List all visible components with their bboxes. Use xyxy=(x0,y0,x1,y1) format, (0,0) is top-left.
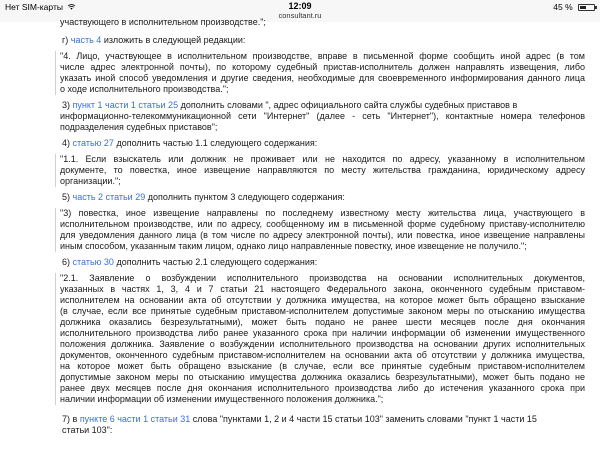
link-part-4[interactable]: часть 4 xyxy=(70,35,102,45)
quote-text-line: исполнительного производства либо ранее указанного срока при наличии информации об изменении имущественного xyxy=(60,328,585,338)
amendment-3 xyxy=(62,100,587,111)
document-body[interactable] xyxy=(0,18,600,450)
quote-text-line: ранее двух месяцев после дня окончания исполнительного производства либо до истечения указанного срока при xyxy=(60,383,585,393)
quote-bar xyxy=(55,154,56,187)
quote-text-line: документов, оконченного судебным приставом-исполнителем на основании акта об отсутствии у должника имущества, xyxy=(60,350,585,360)
quote-bar xyxy=(55,208,56,252)
quote-text-line: положения должника. Заявление о возбуждении исполнительного производства на основании других исполнительных xyxy=(60,339,585,349)
amendment-g xyxy=(62,35,587,46)
quote-text-line: наличии информации об изменении имущественного положения должника."; xyxy=(60,394,384,404)
link-article-27[interactable]: статью 27 xyxy=(72,138,114,148)
quote-text-line: для уведомления данного лица (в том числе по адресу электронной почты), или повестка, иное извещение направлены xyxy=(60,230,585,240)
amendment-4 xyxy=(62,138,587,149)
carrier-label: Нет SIM-карты xyxy=(5,2,63,12)
link-article-30[interactable]: статью 30 xyxy=(72,257,114,267)
quote-text-line: на которое может быть обращено взыскание (в случае, если все принятые судебным приставом-исполнителем xyxy=(60,361,585,371)
amendment-6-text: дополнить частью 2.1 следующего содержания: xyxy=(116,257,318,267)
quote-text-line: указать иной способ уведомления и другие сведения, необходимые для своевременного информирования данного лица xyxy=(60,73,585,83)
amendment-5 xyxy=(62,192,587,203)
quote-text-line: допустимые законом меры по отысканию имущества должника оказались безрезультатными), может быть подано не xyxy=(60,372,585,382)
amendment-g-text: изложить в следующей редакции: xyxy=(103,35,246,45)
quote-text-line: "2.1. Заявление о возбуждении исполнительного производства на основании исполнительных документов, xyxy=(60,273,585,283)
clock: 12:09 xyxy=(288,1,312,11)
quote-text-line: исполнительном производстве, или по адресу, сообщенному им в письменной форме судебному приставу-исполнителю xyxy=(60,219,585,229)
quote-text-line: (в случае, если все принятые судебным приставом-исполнителем допустимые законом меры по отысканию имущества xyxy=(60,306,585,316)
amendment-7-prefix: 7) в xyxy=(62,414,78,424)
link-article-31[interactable]: пункте 6 части 1 статьи 31 xyxy=(79,414,191,424)
site-domain[interactable]: consultant.ru xyxy=(278,11,322,20)
text-line: информационно-телекоммуникационной сети "Интернет" (далее - сеть "Интернет"), контактные номера телефонов xyxy=(60,111,585,121)
battery-indicator xyxy=(553,2,595,12)
quote-text-line: "4. Лицо, участвующее в исполнительном производстве, вправе в письменной форме сообщить иной адрес (в том xyxy=(60,51,585,61)
link-article-25[interactable]: пункт 1 части 1 статьи 25 xyxy=(72,100,179,110)
quote-text-line: документе, то повестка, иное извещение направляются по месту жительства гражданина, юридическому адресу xyxy=(60,165,585,175)
quote-text-line: "3) повестка, иное извещение направлены по последнему известному месту жительства лица, участвующего в xyxy=(60,208,585,218)
amendment-6-prefix: 6) xyxy=(62,257,71,267)
quote-text-line: должника оказались безрезультатными), может быть подано не ранее шести месяцев после дня окончания xyxy=(60,317,585,327)
battery-icon xyxy=(578,4,595,11)
amendment-5-text: дополнить пунктом 3 следующего содержания: xyxy=(147,192,345,202)
amendment-g-prefix: г) xyxy=(62,35,69,45)
amendment-3-text: дополнить словами ", адрес официального сайта службы судебных приставов в xyxy=(180,100,518,110)
link-article-29[interactable]: часть 2 статьи 29 xyxy=(72,192,146,202)
quote-text-line: организации."; xyxy=(60,176,121,186)
amendment-3-prefix: 3) xyxy=(62,100,71,110)
amendment-6 xyxy=(62,257,587,268)
battery-percent: 45 % xyxy=(553,2,573,12)
quote-text-line: числе адрес электронной почты), по которому судебный пристав-исполнитель должен направлять извещения, либо xyxy=(60,62,585,72)
quote-bar xyxy=(55,273,56,405)
quote-text-line: о ходе исполнительного производства."; xyxy=(60,84,229,94)
amendment-4-prefix: 4) xyxy=(62,138,71,148)
amendment-7 xyxy=(62,414,587,436)
text-line: участвующего в исполнительном производстве."; xyxy=(60,18,266,27)
quote-bar xyxy=(55,51,56,95)
amendment-7-text-2: статьи 103": xyxy=(62,425,113,435)
quote-text-line: исполнителем на основании акта об отсутствии у должника имущества, на которое может быть обращено взыскание xyxy=(60,295,585,305)
quote-text-line: указанных в частях 1, 3, 4 и 7 статьи 21 настоящего Федерального закона, оконченного судебным приставом- xyxy=(60,284,585,294)
amendment-4-text: дополнить частью 1.1 следующего содержания: xyxy=(116,138,318,148)
quote-text-line: иным способом, указанным таким лицом, однако лицо направленные повестку, иное извещение не получило."; xyxy=(60,241,527,251)
text-line: подразделения судебных приставов"; xyxy=(60,122,218,132)
amendment-5-prefix: 5) xyxy=(62,192,71,202)
quote-text-line: "1.1. Если взыскатель или должник не проживает или не находится по адресу, указанному в исполнительном xyxy=(60,154,585,164)
amendment-7-text: слова "пунктами 1, 2 и 4 части 15 статьи 103" заменить словами "пункт 1 части 15 xyxy=(192,414,537,424)
